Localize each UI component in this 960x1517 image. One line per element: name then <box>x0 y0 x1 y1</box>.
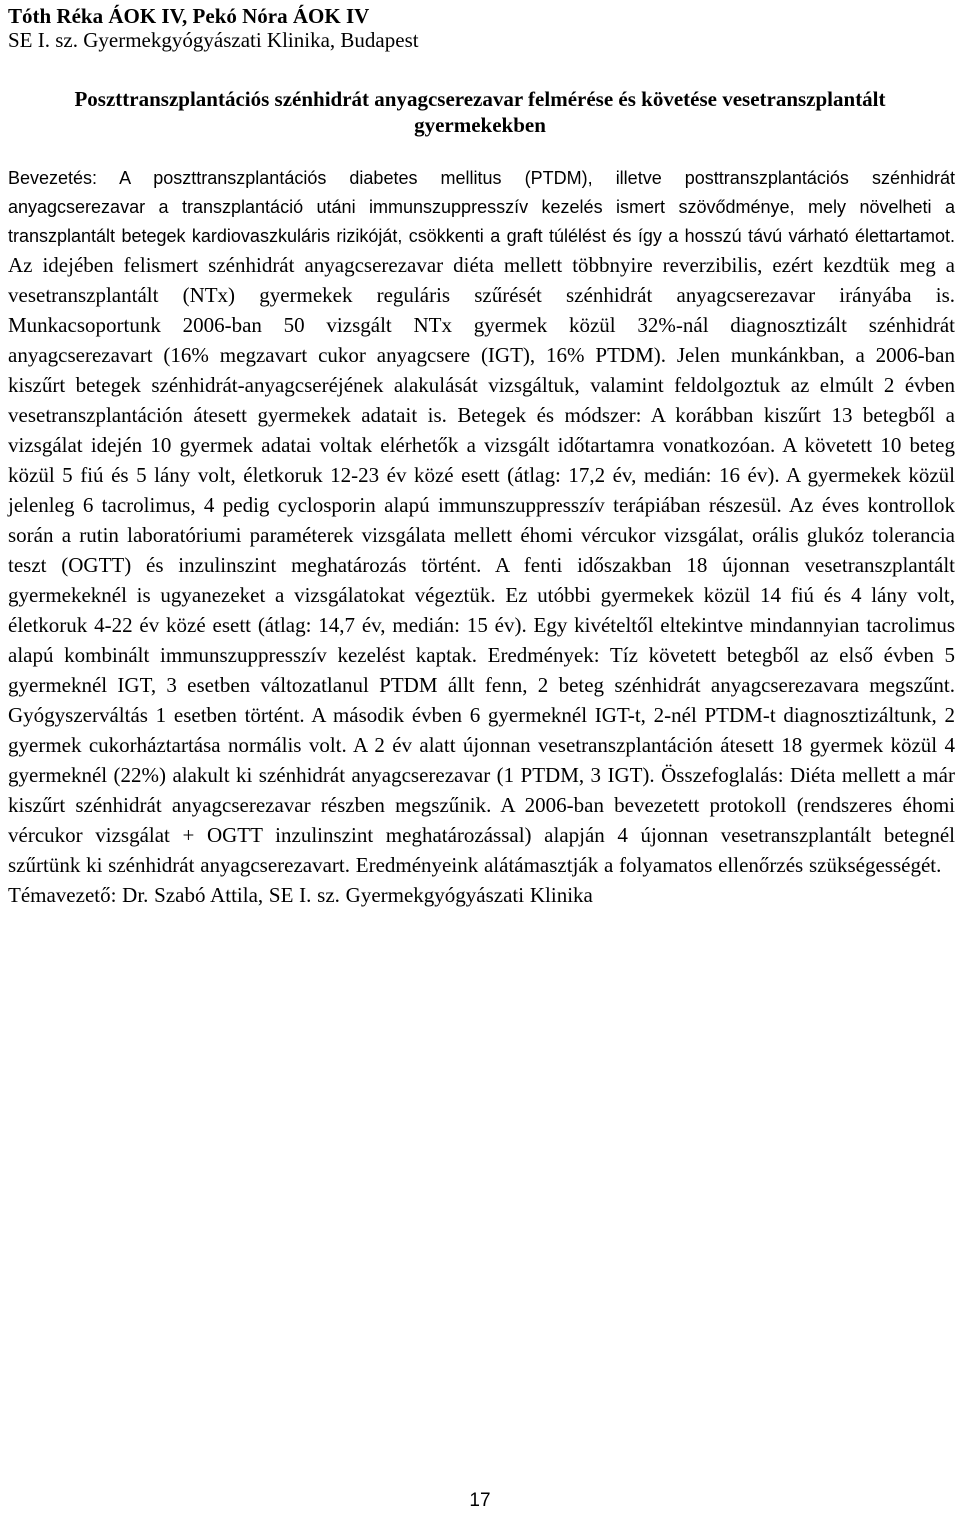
authors-line: Tóth Réka ÁOK IV, Pekó Nóra ÁOK IV <box>8 4 370 28</box>
abstract-title: Poszttranszplantációs szénhidrát anyagcserezavar felmérése és követése vesetranszplantált gyermekekben <box>74 87 886 137</box>
affiliation-line: SE I. sz. Gyermekgyógyászati Klinika, Budapest <box>8 28 419 52</box>
intro-text: A poszttranszplantációs diabetes mellitus (PTDM), illetve posttranszplantációs szénhidrát anyagcserezavar a transzplantáció utáni immunszuppresszív kezelés ismert szövődménye, mely növelheti a transzplantált betegek kardiovaszkuláris rizikóját, csökkenti a graft túlélést és így a hosszú távú várható élettartamot. <box>8 168 955 246</box>
intro-label: Bevezetés: <box>8 168 98 188</box>
abstract-body <box>8 164 955 910</box>
author-block <box>8 4 419 52</box>
abstract-main-text: Az idejében felismert szénhidrát anyagcserezavar diéta mellett többnyire reverzibilis, ezért kezdtük meg a vesetranszplantált (NTx) gyermekek reguláris szűrését szénhidrát anyagcserezavar irányába is. Munkacsoportunk 2006-ban 50 vizsgált NTx gyermek közül 32%-nál diagnosztizált szénhidrát anyagcserezavart (16% megzavart cukor anyagcsere (IGT), 16% PTDM). Jelen munkánkban, a 2006-ban kiszűrt betegek szénhidrát-anyagcseréjének alakulását vizsgáltuk, valamint feldolgoztuk az elmúlt 2 évben vesetranszplantáción átesett gyermekek adatait is. Betegek és módszer: A korábban kiszűrt 13 betegből a vizsgálat idején 10 gyermek adatai voltak elérhetők a vizsgált időtartamra vonatkozóan. A követett 10 beteg közül 5 fiú és 5 lány volt, életkoruk 12-23 év közé esett (átlag: 17,2 év, medián: 16 év). A gyermekek közül jelenleg 6 tacrolimus, 4 pedig cyclosporin alapú immunszuppresszív terápiában részesül. Az éves kontrollok során a rutin laboratóriumi paraméterek vizsgálata mellett éhomi vércukor vizsgálat, orális glukóz tolerancia teszt (OGTT) és inzulinszint meghatározás történt. A fenti időszakban 18 újonnan vesetranszplantált gyermekeknél is ugyanezeket a vizsgálatokat végeztük. Ez utóbbi gyermekek közül 14 fiú és 4 lány volt, életkoruk 4-22 év közé esett (átlag: 14,7 év, medián: 15 év). Egy kivételtől eltekintve mindannyian tacrolimus alapú kombinált immunszuppresszív kezelést kaptak. Eredmények: Tíz követett betegből az első évben 5 gyermeknél IGT, 3 esetben változatlanul PTDM állt fenn, 2 beteg szénhidrát anyagcserezavara megszűnt. Gyógyszerváltás 1 esetben történt. A második évben 6 gyermeknél IGT-t, 2-nél PTDM-t diagnosztizáltunk, 2 gyermek cukorháztartása normális volt. A 2 év alatt újonnan vesetranszplantáción átesett 18 gyermek közül 4 gyermeknél (22%) alakult ki szénhidrát anyagcserezavar (1 PTDM, 3 IGT). Összefoglalás: Diéta mellett a már kiszűrt szénhidrát anyagcserezavar részben megszűnik. A 2006-ban bevezetett protokoll (rendszeres éhomi vércukor vizsgálat + OGTT inzulinszint meghatározással) alapján 4 újonnan vesetranszplantált betegnél szűrtünk ki szénhidrát anyagcserezavart. Eredményeink alátámasztják a folyamatos ellenőrzés szükségességét. <box>8 253 955 877</box>
page-number: 17 <box>469 1490 491 1511</box>
supervisor-line: Témavezető: Dr. Szabó Attila, SE I. sz. Gyermekgyógyászati Klinika <box>8 883 593 907</box>
